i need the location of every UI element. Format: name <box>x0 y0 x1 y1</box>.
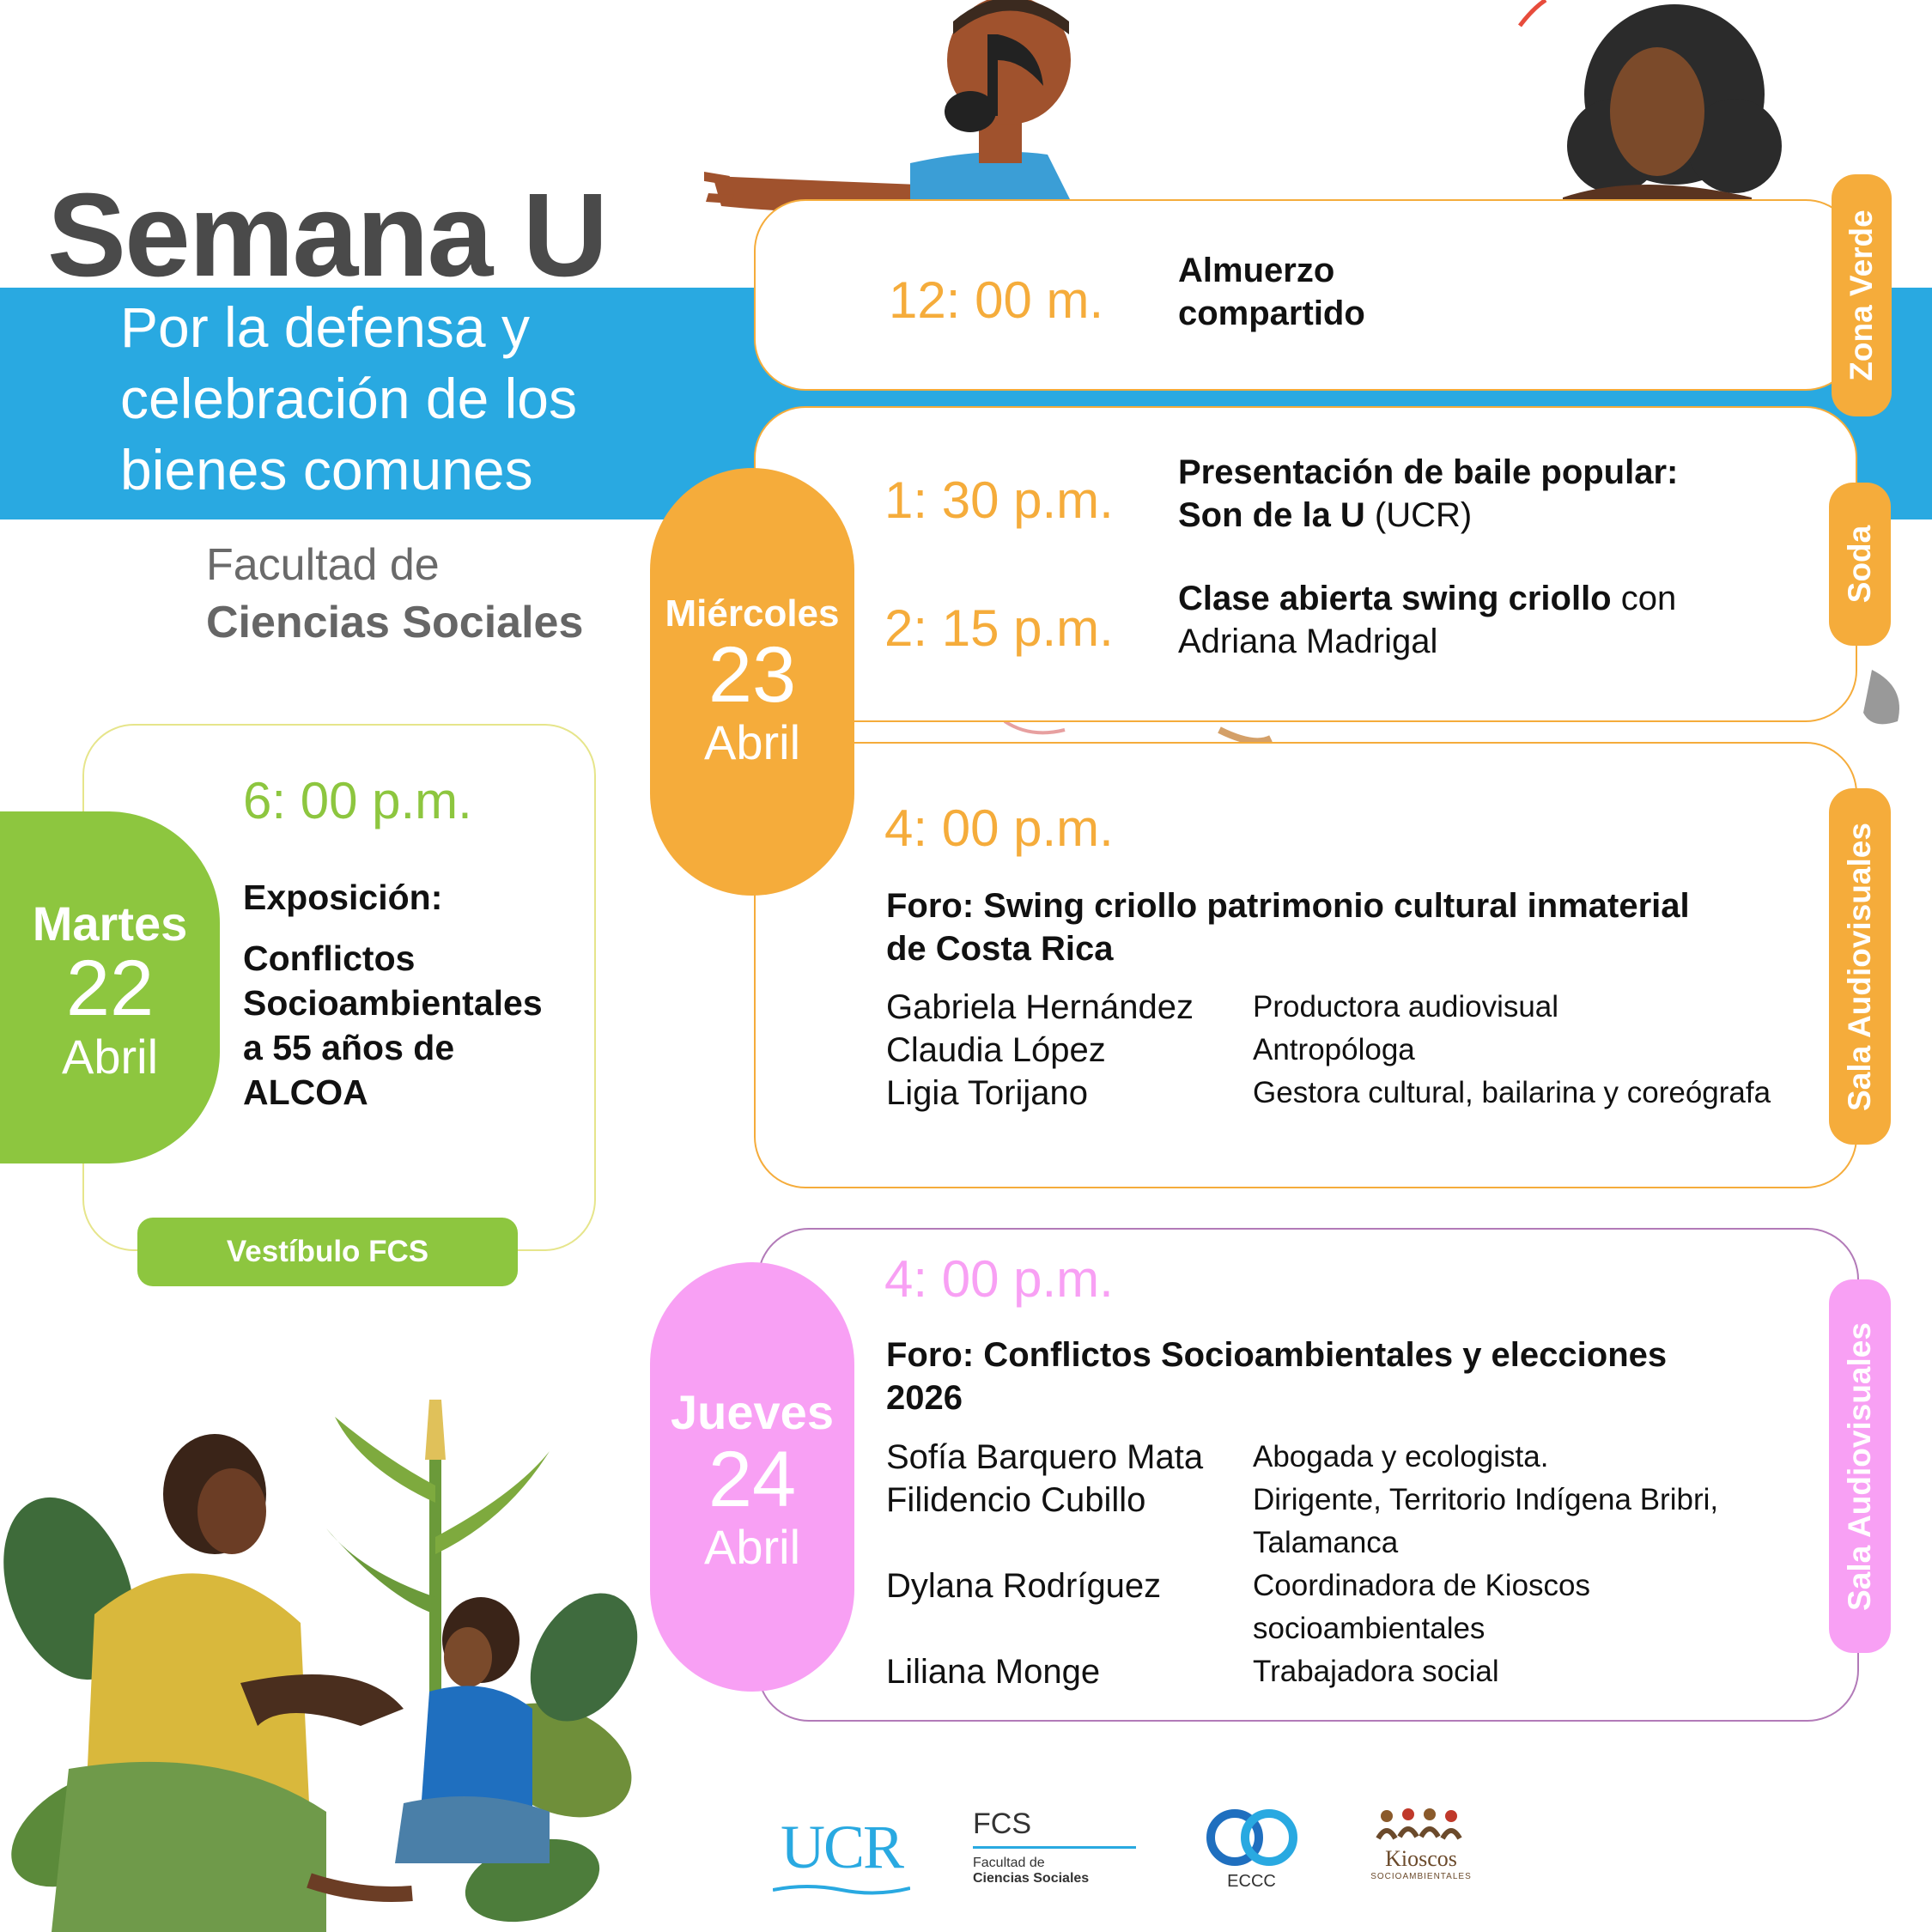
role-line: Talamanca <box>1253 1526 1399 1559</box>
soda-ev1-line <box>1178 494 1678 537</box>
page-title: Semana U <box>47 169 607 301</box>
soda-ev2-bold: Clase abierta swing criollo <box>1178 580 1612 617</box>
panelist-role: Trabajadora social <box>1253 1655 1499 1688</box>
panel-row <box>886 1436 1814 1479</box>
panelist-role: Gestora cultural, bailarina y coreógrafa <box>1253 1076 1771 1109</box>
panelist-role <box>1253 1564 1590 1650</box>
role-line: socioambientales <box>1253 1612 1485 1645</box>
subtitle-line: bienes comunes <box>120 438 533 501</box>
panelist-name: Gabriela Hernández <box>886 988 1194 1026</box>
forum2-location-label: Sala Audiovisuales <box>1842 1321 1877 1611</box>
soda-ev2-title <box>1178 577 1676 663</box>
forum1-location-tab <box>1829 788 1891 1145</box>
soda-ev2-rest: con <box>1611 580 1677 617</box>
role-line: Coordinadora de Kioscos <box>1253 1569 1591 1602</box>
forum2-time: 4: 00 p.m. <box>884 1250 1114 1308</box>
soda-ev2-line: Adriana Madrigal <box>1178 623 1438 660</box>
jueves-num: 24 <box>708 1436 797 1523</box>
soda-location-label: Soda <box>1842 525 1877 604</box>
soda-location-tab <box>1829 483 1891 646</box>
panelist-role: Antropóloga <box>1253 1033 1415 1066</box>
lunch-location-label: Zona Verde <box>1844 210 1879 381</box>
forum2-location-tab <box>1829 1279 1891 1653</box>
martes-title-line: a 55 años de <box>243 1028 455 1067</box>
forum2-title-line: Foro: Conflictos Socioambientales y elecciones <box>886 1336 1668 1374</box>
lunch-title-line: compartido <box>1178 295 1365 332</box>
lunch-title-line: Almuerzo <box>1178 252 1335 289</box>
soda-ev1-bold: Son de la U <box>1178 496 1365 534</box>
role-line: Dirigente, Territorio Indígena Bribri, <box>1253 1483 1719 1516</box>
martes-title <box>243 936 543 1115</box>
women-plants-illustration <box>0 1400 653 1932</box>
martes-num: 22 <box>65 945 155 1032</box>
kioscos-logo <box>1365 1807 1477 1881</box>
panelist-name: Filidencio Cubillo <box>886 1481 1146 1519</box>
panelist-role: Abogada y ecologista. <box>1253 1440 1549 1473</box>
panelist-name: Dylana Rodríguez <box>886 1567 1162 1605</box>
kioscos-logo-text: Kioscos <box>1385 1846 1457 1871</box>
forum1-title-line: Foro: Swing criollo patrimonio cultural inmaterial <box>886 887 1690 925</box>
soda-ev1-rest: (UCR) <box>1364 496 1473 534</box>
lunch-title <box>1178 249 1365 335</box>
fcs-logo-text: FCS <box>973 1807 1031 1840</box>
panelist-name: Liliana Monge <box>886 1653 1101 1691</box>
martes-time: 6: 00 p.m. <box>243 772 472 829</box>
panelist-name: Claudia López <box>886 1031 1106 1069</box>
forum1-panel <box>886 986 1814 1115</box>
forum2-title <box>886 1334 1667 1419</box>
eccc-logo <box>1202 1807 1301 1892</box>
fcs-logo-sub2: Ciencias Sociales <box>973 1871 1090 1886</box>
soda-ev1-time: 1: 30 p.m. <box>884 471 1114 529</box>
forum2-panel <box>886 1436 1814 1693</box>
panel-row <box>886 1072 1814 1115</box>
kioscos-logo-sub: SOCIOAMBIENTALES <box>1370 1872 1472 1881</box>
jueves-month: Abril <box>703 1520 801 1574</box>
fcs-logo-rule <box>973 1846 1136 1849</box>
panel-row <box>886 1029 1814 1072</box>
martes-day: Martes <box>32 896 188 951</box>
forum1-title-line: de Costa Rica <box>886 930 1114 968</box>
ucr-logo <box>773 1812 910 1899</box>
martes-title-line: ALCOA <box>243 1072 368 1112</box>
eccc-logo-icon <box>1205 1807 1299 1868</box>
miercoles-date-badge <box>650 468 854 896</box>
ucr-wave-icon <box>773 1883 910 1895</box>
forum2-title-line: 2026 <box>886 1379 963 1417</box>
panelist-name: Ligia Torijano <box>886 1074 1088 1112</box>
soda-ev1-title <box>1178 451 1678 537</box>
martes-title-line: Conflictos <box>243 939 416 978</box>
lunch-time: 12: 00 m. <box>889 271 1104 329</box>
martes-month: Abril <box>61 1030 159 1084</box>
faculty-line2: Ciencias Sociales <box>206 598 584 647</box>
subtitle-line: Por la defensa y <box>120 295 530 359</box>
panelist-name: Sofía Barquero Mata <box>886 1438 1204 1476</box>
panelist-role <box>1253 1479 1718 1564</box>
soda-ev1-line: Presentación de baile popular: <box>1178 453 1679 491</box>
jueves-day: Jueves <box>671 1385 834 1439</box>
faculty-line1: Facultad de <box>206 540 440 590</box>
soda-ev2-line <box>1178 577 1676 620</box>
kioscos-people-icon <box>1374 1807 1468 1842</box>
miercoles-month: Abril <box>703 715 801 769</box>
martes-title-line: Socioambientales <box>243 983 543 1023</box>
eccc-logo-text: ECCC <box>1227 1872 1276 1891</box>
subtitle-line: celebración de los <box>120 367 577 430</box>
miercoles-num: 23 <box>708 631 797 719</box>
fcs-logo-sub1: Facultad de <box>973 1856 1045 1870</box>
panelist-role: Productora audiovisual <box>1253 990 1559 1024</box>
miercoles-day: Miércoles <box>665 592 840 635</box>
forum1-location-label: Sala Audiovisuales <box>1842 822 1877 1111</box>
martes-date-badge <box>0 811 220 1163</box>
fcs-logo <box>973 1807 1145 1886</box>
soda-ev2-time: 2: 15 p.m. <box>884 599 1114 657</box>
martes-location-label: Vestíbulo FCS <box>226 1235 429 1268</box>
panel-row <box>886 1564 1814 1650</box>
ucr-logo-text: UCR <box>780 1813 903 1881</box>
panel-row <box>886 986 1814 1029</box>
martes-label: Exposición: <box>243 878 443 917</box>
lunch-location-tab <box>1832 174 1892 416</box>
martes-location <box>137 1218 518 1286</box>
panel-row <box>886 1650 1814 1693</box>
jueves-date-badge <box>650 1262 854 1692</box>
forum1-time: 4: 00 p.m. <box>884 799 1114 857</box>
panel-row <box>886 1479 1814 1564</box>
forum1-title <box>886 884 1690 970</box>
subtitle <box>120 292 773 506</box>
